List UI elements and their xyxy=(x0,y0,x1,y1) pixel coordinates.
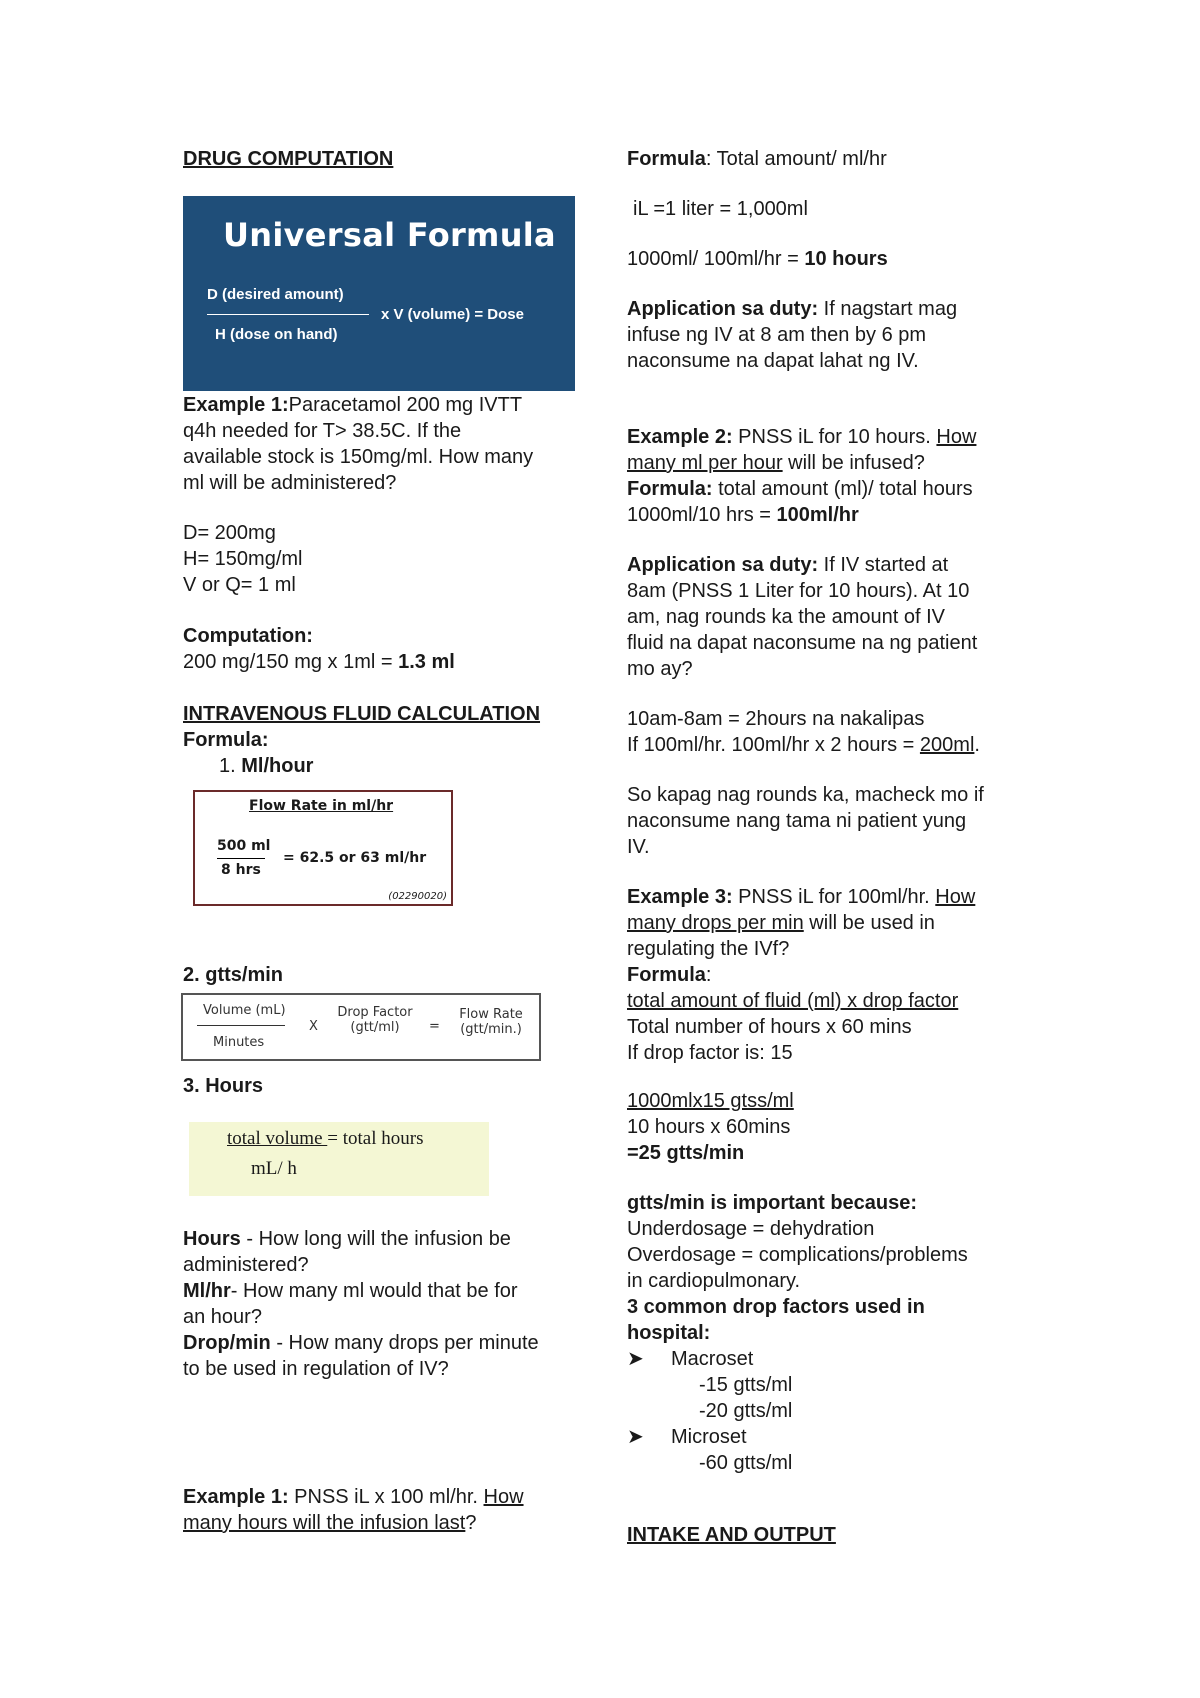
fraction-bar xyxy=(217,858,265,859)
computation-text: 200 mg/150 mg x 1ml = xyxy=(183,651,399,673)
ml-hour-label: Ml/hour xyxy=(241,755,314,777)
elapsed-calculation xyxy=(627,706,980,758)
liter-conversion: iL =1 liter = 1,000ml xyxy=(633,198,808,220)
example-question: How xyxy=(936,426,977,448)
formula-denominator: Total number of hours x 60 mins xyxy=(627,1016,912,1038)
time-line: 10am-8am = 2hours na nakalipas xyxy=(627,708,925,730)
list-number: 1. xyxy=(219,755,236,777)
example-label: Example 3: xyxy=(627,886,733,908)
definition-term: Drop/min xyxy=(183,1332,271,1354)
universal-formula-title: Universal Formula xyxy=(223,216,556,254)
calc-result: 200ml xyxy=(919,734,975,756)
application-1 xyxy=(627,296,957,374)
overdosage-line: in cardiopulmonary. xyxy=(627,1270,801,1292)
example-question: How xyxy=(935,886,976,908)
bullet-macroset xyxy=(627,1346,968,1372)
flow-rate-result: = 62.5 or 63 ml/hr xyxy=(283,850,427,866)
gtts-min-formula-image xyxy=(181,993,541,1061)
universal-formula-image xyxy=(183,196,575,391)
example-text: ml will be administered? xyxy=(183,472,397,494)
definition-text: - How many drops per minute xyxy=(270,1332,539,1354)
equals-sign: = xyxy=(429,1019,440,1034)
desired-amount-line: D= 200mg xyxy=(183,522,276,544)
drop-factor-line: If drop factor is: 15 xyxy=(627,1042,793,1064)
formula-line xyxy=(627,146,887,172)
flow-rate-numerator: 500 ml xyxy=(217,838,271,854)
application-text: If nagstart mag xyxy=(818,298,958,320)
definition-text: - How long will the infusion be xyxy=(240,1228,511,1250)
example-text: will be infused? xyxy=(782,452,925,474)
example-text: PNSS iL for 100ml/hr. xyxy=(732,886,936,908)
volume-line: V or Q= 1 ml xyxy=(183,574,296,596)
computation-label: Computation: xyxy=(183,625,313,647)
note-text: IV. xyxy=(627,836,650,858)
formula-numerator: total amount of fluid (ml) x drop factor xyxy=(627,990,959,1012)
drop-factor-line: Drop Factor xyxy=(337,1005,413,1020)
formula-numerator: D (desired amount) xyxy=(207,286,344,303)
example-question: many drops per min xyxy=(627,912,804,934)
times-sign: X xyxy=(309,1019,318,1034)
volume-label: Volume (mL) xyxy=(203,1003,286,1018)
flow-rate-note: (02290020) xyxy=(388,891,447,902)
drug-computation-heading: DRUG COMPUTATION xyxy=(183,148,394,170)
example-text: available stock is 150mg/ml. How many xyxy=(183,446,534,468)
sub-item: -60 gtts/ml xyxy=(699,1452,793,1474)
calc-numerator: 1000mlx15 gtss/ml xyxy=(627,1090,794,1112)
hours-formula-image xyxy=(189,1122,489,1196)
example-question: How xyxy=(483,1486,524,1508)
note-text: naconsume nang tama ni patient yung xyxy=(627,810,967,832)
calc-denominator: 10 hours x 60mins xyxy=(627,1116,791,1138)
application-text: fluid na dapat naconsume na ng patient xyxy=(627,632,978,654)
note-text: So kapag nag rounds ka, macheck mo if xyxy=(627,784,984,806)
sub-item: -15 gtts/ml xyxy=(699,1374,793,1396)
total-volume-text: total volume xyxy=(227,1128,328,1149)
example-3-calculation xyxy=(627,1088,794,1166)
formula-rhs: x V (volume) = Dose xyxy=(381,306,524,323)
arrow-bullet-icon: ➤ xyxy=(627,1348,644,1370)
underdosage-line: Underdosage = dehydration xyxy=(627,1218,875,1240)
drop-factor-label xyxy=(333,1005,417,1035)
example-1-pnss xyxy=(183,1484,593,1536)
definition-term: Ml/hr xyxy=(183,1280,231,1302)
application-text: 8am (PNSS 1 Liter for 10 hours). At 10 xyxy=(627,580,970,602)
hours-formula-top xyxy=(227,1128,423,1150)
example-text: ? xyxy=(465,1512,477,1534)
example-label: Example 1: xyxy=(183,394,289,416)
formula-label: Formula xyxy=(627,964,706,986)
definition-text: to be used in regulation of IV? xyxy=(183,1358,449,1380)
hours-formula-bottom: mL/ h xyxy=(251,1158,297,1179)
example-text: PNSS iL x 100 ml/hr. xyxy=(288,1486,484,1508)
definitions xyxy=(183,1226,593,1382)
iv-heading: INTRAVENOUS FLUID CALCULATION xyxy=(183,703,541,725)
fraction-bar xyxy=(207,314,369,315)
computation-result: 1.3 ml xyxy=(398,651,455,673)
definition-text: administered? xyxy=(183,1254,309,1276)
example-question: many ml per hour xyxy=(627,452,783,474)
example-text: q4h needed for T> 38.5C. If the xyxy=(183,420,462,442)
computation xyxy=(183,623,455,675)
gtts-min-label: 2. gtts/min xyxy=(183,964,284,986)
calc-result: =25 gtts/min xyxy=(627,1142,745,1164)
drop-factor-unit: (gtt/ml) xyxy=(350,1020,400,1035)
calc-text: 1000ml/10 hrs = xyxy=(627,504,777,526)
flow-rate-line: Flow Rate xyxy=(459,1007,523,1022)
bullet-microset xyxy=(627,1424,968,1450)
definition-term: Hours xyxy=(183,1228,241,1250)
flow-rate-title: Flow Rate in ml/hr xyxy=(249,798,394,814)
calc-text: If 100ml/hr. 100ml/hr x 2 hours = xyxy=(627,734,920,756)
formula-colon: : xyxy=(705,964,712,986)
hours-calculation xyxy=(627,246,888,272)
given-values xyxy=(183,520,303,598)
definition-text: - How many ml would that be for xyxy=(230,1280,518,1302)
example-text: regulating the IVf? xyxy=(627,938,790,960)
fraction-bar xyxy=(197,1025,285,1026)
application-label: Application sa duty: xyxy=(627,298,819,320)
drop-factors-label: 3 common drop factors used in xyxy=(627,1296,925,1318)
bullet-text: Microset xyxy=(671,1426,747,1448)
importance-label: gtts/min is important because: xyxy=(627,1192,918,1214)
calc-text: . xyxy=(974,734,980,756)
intake-output-heading: INTAKE AND OUTPUT xyxy=(627,1524,836,1546)
arrow-bullet-icon: ➤ xyxy=(627,1426,644,1448)
example-3 xyxy=(627,884,975,1066)
formula-label: Formula: xyxy=(627,478,713,500)
formula-denominator: H (dose on hand) xyxy=(215,326,338,343)
application-text: If IV started at xyxy=(818,554,949,576)
example-1-paracetamol xyxy=(183,392,593,496)
formula-text: total amount (ml)/ total hours xyxy=(712,478,973,500)
dose-on-hand-line: H= 150mg/ml xyxy=(183,548,303,570)
example-text: Paracetamol 200 mg IVTT xyxy=(288,394,523,416)
application-label: Application sa duty: xyxy=(627,554,819,576)
example-question: many hours will the infusion last xyxy=(183,1512,466,1534)
minutes-label: Minutes xyxy=(213,1035,265,1050)
flow-rate-image xyxy=(193,790,453,906)
iv-section xyxy=(183,701,540,779)
calc-text: 1000ml/ 100ml/hr = xyxy=(627,248,805,270)
application-text: mo ay? xyxy=(627,658,693,680)
total-hours-text: = total hours xyxy=(327,1128,424,1149)
flow-rate-denominator: 8 hrs xyxy=(221,862,261,878)
application-2 xyxy=(627,552,977,682)
definition-text: an hour? xyxy=(183,1306,262,1328)
flow-rate-label xyxy=(451,1007,531,1037)
calc-result: 100ml/hr xyxy=(776,504,859,526)
importance-section xyxy=(627,1190,968,1476)
formula-label: Formula xyxy=(627,148,706,170)
example-label: Example 2: xyxy=(627,426,733,448)
example-label: Example 1: xyxy=(183,1486,289,1508)
sub-item: -20 gtts/ml xyxy=(699,1400,793,1422)
so-note xyxy=(627,782,984,860)
application-text: infuse ng IV at 8 am then by 6 pm xyxy=(627,324,927,346)
formula-label: Formula: xyxy=(183,729,269,751)
example-2 xyxy=(627,424,976,528)
application-text: am, nag rounds ka the amount of IV xyxy=(627,606,945,628)
application-text: naconsume na dapat lahat ng IV. xyxy=(627,350,919,372)
overdosage-line: Overdosage = complications/problems xyxy=(627,1244,968,1266)
hours-label: 3. Hours xyxy=(183,1075,264,1097)
example-text: will be used in xyxy=(803,912,935,934)
bullet-text: Macroset xyxy=(671,1348,754,1370)
flow-rate-unit: (gtt/min.) xyxy=(460,1022,522,1037)
calc-result: 10 hours xyxy=(804,248,888,270)
example-text: PNSS iL for 10 hours. xyxy=(732,426,937,448)
drop-factors-label: hospital: xyxy=(627,1322,711,1344)
formula-text: : Total amount/ ml/hr xyxy=(705,148,887,170)
